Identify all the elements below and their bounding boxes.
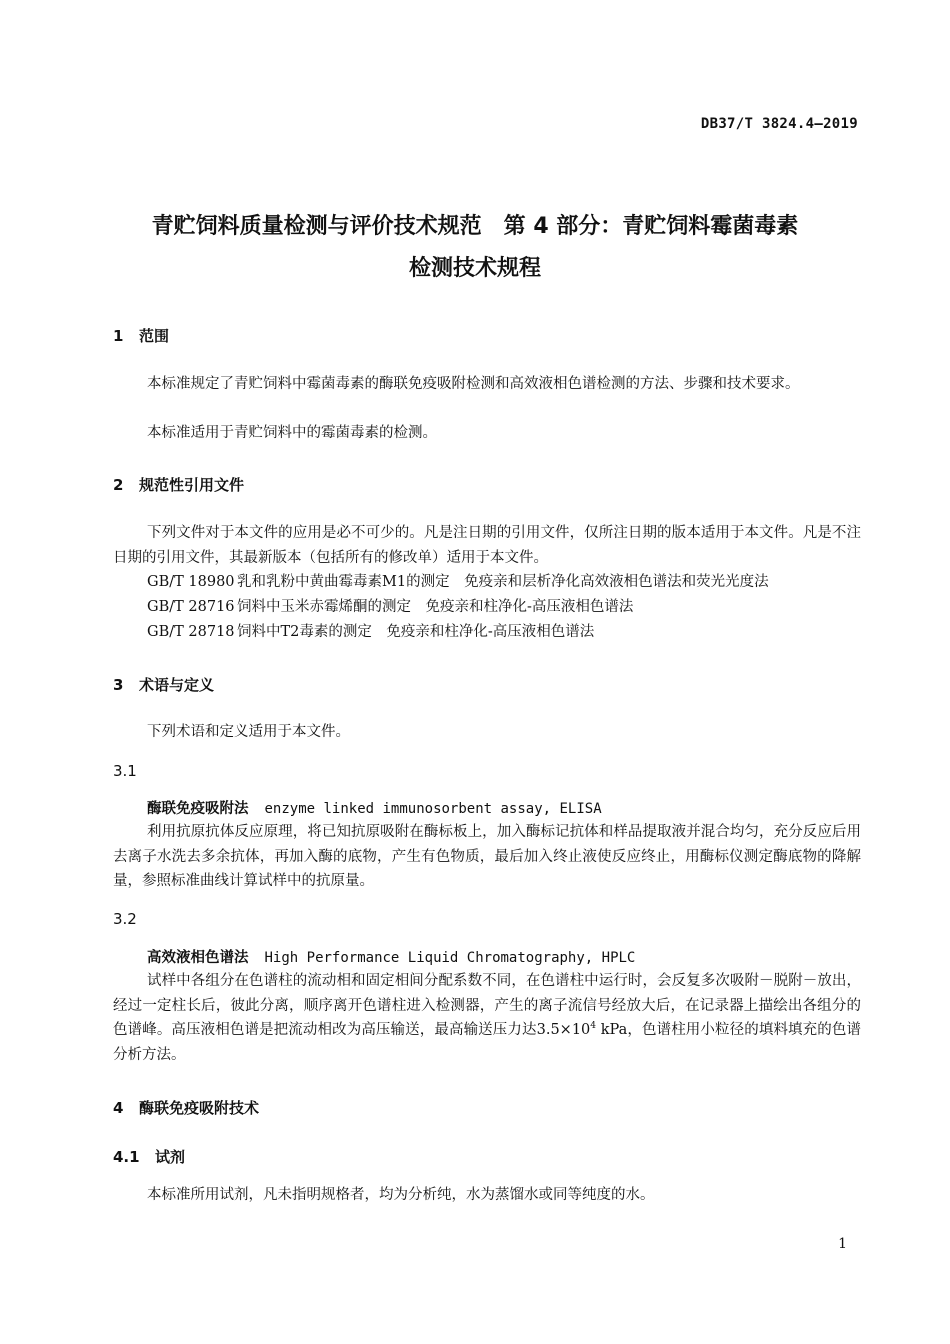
term-3-2-definition (113, 969, 861, 1067)
subsection-4-1-heading (113, 1146, 185, 1167)
section-number: 1 (113, 327, 124, 345)
section-4-heading (113, 1097, 259, 1118)
section-3-heading (113, 674, 214, 695)
term-name: 酶联免疫吸附法 (147, 801, 249, 817)
section-title: 规范性引用文件 (139, 476, 245, 494)
reference-code: GB/T 28718 (147, 624, 235, 640)
section-title: 范围 (139, 327, 170, 345)
subsection-title: 试剂 (155, 1148, 186, 1166)
reference-item (147, 620, 861, 645)
section-1-heading (113, 325, 169, 346)
reference-item (147, 570, 861, 595)
document-code: DB37/T 3824.4—2019 (700, 116, 858, 132)
reference-title: 饲料中玉米赤霉烯酮的测定 免疫亲和柱净化-高压液相色谱法 (237, 599, 634, 615)
subsection-number: 4.1 (113, 1148, 140, 1166)
term-3-1-title (147, 797, 602, 818)
reference-item (147, 595, 861, 620)
section-1-paragraph-1: 本标准规定了青贮饲料中霉菌毒素的酶联免疫吸附检测和高效液相色谱检测的方法、步骤和技术要求。 (147, 376, 800, 392)
section-number: 4 (113, 1099, 124, 1117)
definition-text: 试样中各组分在色谱柱的流动相和固定相间分配系数不同，在色谱柱中运行时，会反复多次吸附－脱附－放出，经过一定柱长后，彼此分离，顺序离开色谱柱进入检测器，产生的离子流信号经放大后，在记录器上描绘出各组分的色谱峰。高压液相色谱是把流动相改为高压输送，最高输送压力达3.5×10 (113, 973, 861, 1038)
section-4-paragraph-1: 本标准所用试剂，凡未指明规格者，均为分析纯，水为蒸馏水或同等纯度的水。 (147, 1187, 655, 1203)
section-2-heading (113, 474, 244, 495)
reference-code: GB/T 18980 (147, 574, 235, 590)
reference-code: GB/T 28716 (147, 599, 235, 615)
term-3-1-definition: 利用抗原抗体反应原理，将已知抗原吸附在酶标板上，加入酶标记抗体和样品提取液并混合均匀，充分反应后用去离子水洗去多余抗体，再加入酶的底物，产生有色物质，最后加入终止液使反应终止，用酶标仪测定酶底物的降解量，参照标准曲线计算试样中的抗原量。 (113, 824, 861, 889)
section-2-paragraph-1: 下列文件对于本文件的应用是必不可少的。凡是注日期的引用文件，仅所注日期的版本适用于本文件。凡是不注日期的引用文件，其最新版本（包括所有的修改单）适用于本文件。 (113, 525, 861, 566)
exponent: 4 (590, 1021, 597, 1032)
section-title: 酶联免疫吸附技术 (139, 1099, 260, 1117)
page-number: 1 (838, 1236, 847, 1252)
term-english: enzyme linked immunosorbent assay, ELISA (264, 801, 602, 817)
section-number: 2 (113, 476, 124, 494)
document-title (80, 206, 870, 290)
section-3-paragraph-1: 下列术语和定义适用于本文件。 (147, 724, 350, 740)
section-title: 术语与定义 (139, 676, 215, 694)
term-name: 高效液相色谱法 (147, 950, 249, 966)
section-number: 3 (113, 676, 124, 694)
term-english: High Performance Liquid Chromatography, HPLC (264, 950, 636, 966)
reference-title: 饲料中T2毒素的测定 免疫亲和柱净化-高压液相色谱法 (237, 624, 595, 640)
term-3-2-title (147, 946, 635, 967)
term-3-1-number: 3.1 (113, 762, 137, 780)
title-line-2: 检测技术规程 (408, 256, 541, 281)
title-line-1: 青贮饲料质量检测与评价技术规范 第 4 部分：青贮饲料霉菌毒素 (151, 214, 799, 239)
definition-text-continued: kPa，色谱柱用小粒径的填料填充的色谱分析方法。 (113, 1022, 861, 1063)
section-1-paragraph-2: 本标准适用于青贮饲料中的霉菌毒素的检测。 (147, 425, 437, 441)
reference-title: 乳和乳粉中黄曲霉毒素M1的测定 免疫亲和层析净化高效液相色谱法和荧光光度法 (237, 574, 769, 590)
term-3-2-number: 3.2 (113, 910, 137, 928)
